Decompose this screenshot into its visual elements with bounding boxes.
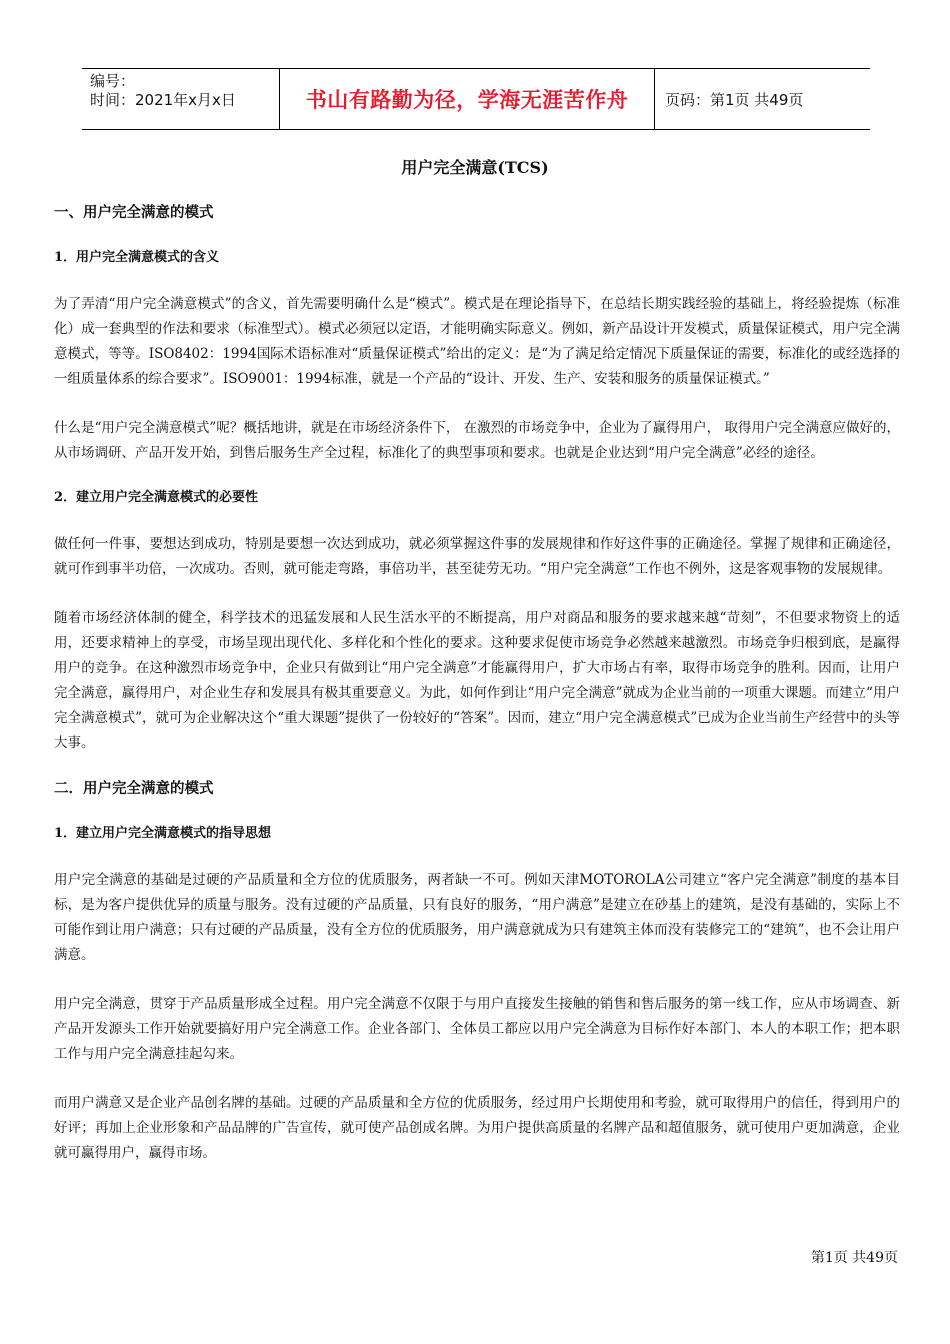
date-label: 时间：2021年x月x日 xyxy=(90,91,236,109)
section-1-2-heading: 2．建立用户完全满意模式的必要性 xyxy=(54,490,259,505)
paragraph: 而用户满意又是企业产品创名牌的基础。过硬的产品质量和全方位的优质服务，经过用户长期使用和考验，就可取得用户的信任，得到用户的好评；再加上企业形象和产品品牌的广告宣传，就可使产品创成名牌。为用户提供高质量的名牌产品和超值服务，就可使用户更加满意，企业就可赢得用户，赢得市场。 xyxy=(54,1095,900,1161)
number-label: 编号： xyxy=(90,72,136,90)
header-table xyxy=(82,68,870,130)
section-1-heading: 一、用户完全满意的模式 xyxy=(54,205,214,221)
document-title: 用户完全满意(TCS) xyxy=(401,158,549,177)
motto: 书山有路勤为径，学海无涯苦作舟 xyxy=(280,69,655,129)
section-1-1-heading: 1．用户完全满意模式的含义 xyxy=(54,250,220,265)
paragraph: 随着市场经济体制的健全，科学技术的迅猛发展和人民生活水平的不断提高，用户对商品和服务的要求越来越“苛刻”，不但要求物资上的适用，还要求精神上的享受，市场呈现出现代化、多样化和个性化的要求。这种要求促使市场竞争必然越来越激烈。市场竞争归根到底，是赢得用户的竞争。在这种激烈市场竞争中，企业只有做到让“用户完全满意”才能赢得用户，扩大市场占有率，取得市场竞争的胜利。因而，让用户完全满意，赢得用户，对企业生存和发展具有极其重要意义。为此，如何作到让“用户完全满意”就成为企业当前的一项重大课题。而建立“用户完全满意模式”，就可为企业解决这个“重大课题”提供了一份较好的“答案”。因而，建立“用户完全满意模式”已成为企业当前生产经营中的头等大事。 xyxy=(54,610,900,751)
section-2-heading: 二．用户完全满意的模式 xyxy=(54,781,214,797)
paragraph: 做任何一件事，要想达到成功，特别是要想一次达到成功，就必须掌握这件事的发展规律和作好这件事的正确途径。掌握了规律和正确途径，就可作到事半功倍，一次成功。否则，就可能走弯路，事倍功半，甚至徒劳无功。“用户完全满意”工作也不例外，这是客观事物的发展规律。 xyxy=(54,536,900,577)
paragraph: 用户完全满意的基础是过硬的产品质量和全方位的优质服务，两者缺一不可。例如天津MOTOROLA公司建立“客户完全满意”制度的基本目标，是为客户提供优异的质量与服务。没有过硬的产品质量，只有良好的服务，“用户满意”是建立在砂基上的建筑，是没有基础的，实际上不可能作到让用户满意；只有过硬的产品质量，没有全方位的优质服务，用户满意就成为只有建筑主体而没有装修完工的“建筑”，也不会让用户满意。 xyxy=(54,872,900,963)
paragraph: 用户完全满意，贯穿于产品质量形成全过程。用户完全满意不仅限于与用户直接发生接触的销售和售后服务的第一线工作，应从市场调查、新产品开发源头工作开始就要搞好用户完全满意工作。企业各部门、全体员工都应以用户完全满意为目标作好本部门、本人的本职工作；把本职工作与用户完全满意挂起勾来。 xyxy=(54,996,900,1062)
footer-page-info: 第1页 共49页 xyxy=(810,1250,898,1266)
section-2-1-heading: 1．建立用户完全满意模式的指导思想 xyxy=(54,826,272,841)
paragraph: 什么是“用户完全满意模式”呢？概括地讲，就是在市场经济条件下， 在激烈的市场竞争中，企业为了赢得用户， 取得用户完全满意应做好的，从市场调研、产品开发开始，到售后服务生产全过程，标准化了的典型事项和要求。也就是企业达到“用户完全满意”必经的途径。 xyxy=(54,420,900,461)
header-left-cell xyxy=(82,69,280,129)
document-body xyxy=(54,200,900,1166)
paragraph: 为了弄清“用户完全满意模式”的含义，首先需要明确什么是“模式”。模式是在理论指导下，在总结长期实践经验的基础上，将经验提炼（标准化）成一套典型的作法和要求（标准型式）。模式必须冠以定语，才能明确实际意义。例如，新产品设计开发模式，质量保证模式，用户完全满意模式，等等。ISO8402：1994国际术语标准对“质量保证模式”给出的定义：是“为了满足给定情况下质量保证的需要，标准化的或经选择的一组质量体系的综合要求”。ISO9001：1994标准，就是一个产品的“设计、开发、生产、安装和服务的质量保证模式。” xyxy=(54,296,900,387)
header-page-info: 页码：第1页 共49页 xyxy=(665,90,804,109)
